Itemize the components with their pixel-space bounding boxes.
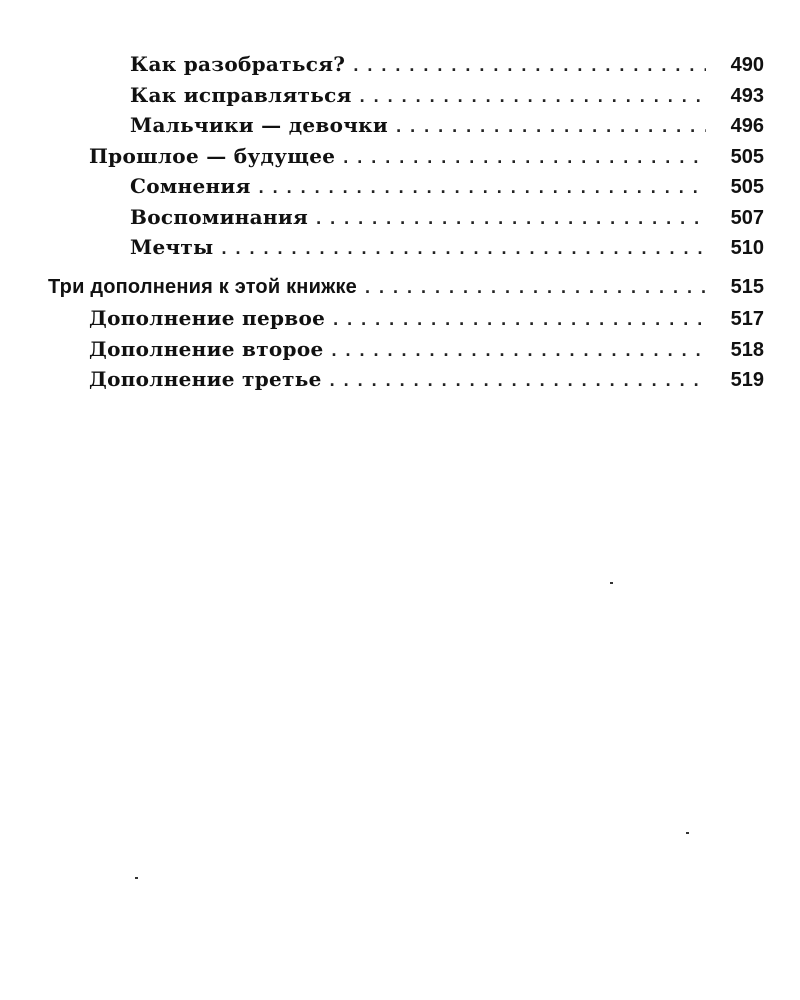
toc-entry-page: 493 [730,84,764,107]
toc-entry-page: 518 [730,338,764,361]
toc-entry [0,113,800,144]
dot-leader [332,340,706,361]
toc-entry-page: 505 [730,145,764,168]
toc-entry-page: 505 [730,176,764,198]
toc-entry-page: 496 [730,115,764,137]
toc-entry-page: 507 [730,206,764,229]
table-of-contents [0,52,800,398]
dot-leader [353,55,706,76]
toc-entry [0,235,800,266]
toc-entry [0,52,800,83]
toc-entry [0,83,800,114]
toc-entry [0,144,800,175]
dot-leader [259,177,706,198]
toc-entry-title: Как исправляться [130,82,352,107]
dot-leader [221,238,706,259]
toc-entry [0,306,800,337]
toc-entry-page: 490 [730,54,764,76]
toc-entry-title: Прошлое — будущее [89,143,336,168]
scan-speck [610,582,613,584]
toc-entry [0,367,800,398]
toc-section-heading [0,276,800,307]
toc-entry-title: Сомнения [130,174,251,198]
scan-speck [686,832,689,834]
toc-entry-title: Мальчики — девочки [130,113,389,137]
toc-entry-page: 517 [730,308,764,330]
scan-speck [135,877,138,879]
toc-entry-title: Как разобраться? [130,52,346,76]
dot-leader [365,277,706,298]
dot-leader [343,147,706,168]
toc-entry-title: Воспоминания [130,204,309,229]
toc-entry [0,174,800,205]
toc-entry-title: Дополнение третье [89,367,322,391]
toc-entry-title: Мечты [130,235,214,259]
toc-entry [0,337,800,368]
dot-leader [360,86,706,107]
dot-leader [330,370,706,391]
toc-entry-page: 515 [730,275,764,298]
toc-entry-title: Дополнение первое [89,306,326,330]
toc-entry [0,205,800,236]
toc-entry-title: Три дополнения к этой книжке [48,275,357,298]
toc-entry-page: 519 [730,369,764,391]
dot-leader [333,309,706,330]
dot-leader [396,116,706,137]
toc-entry-title: Дополнение второе [89,336,324,361]
toc-entry-page: 510 [730,237,764,259]
dot-leader [316,208,706,229]
